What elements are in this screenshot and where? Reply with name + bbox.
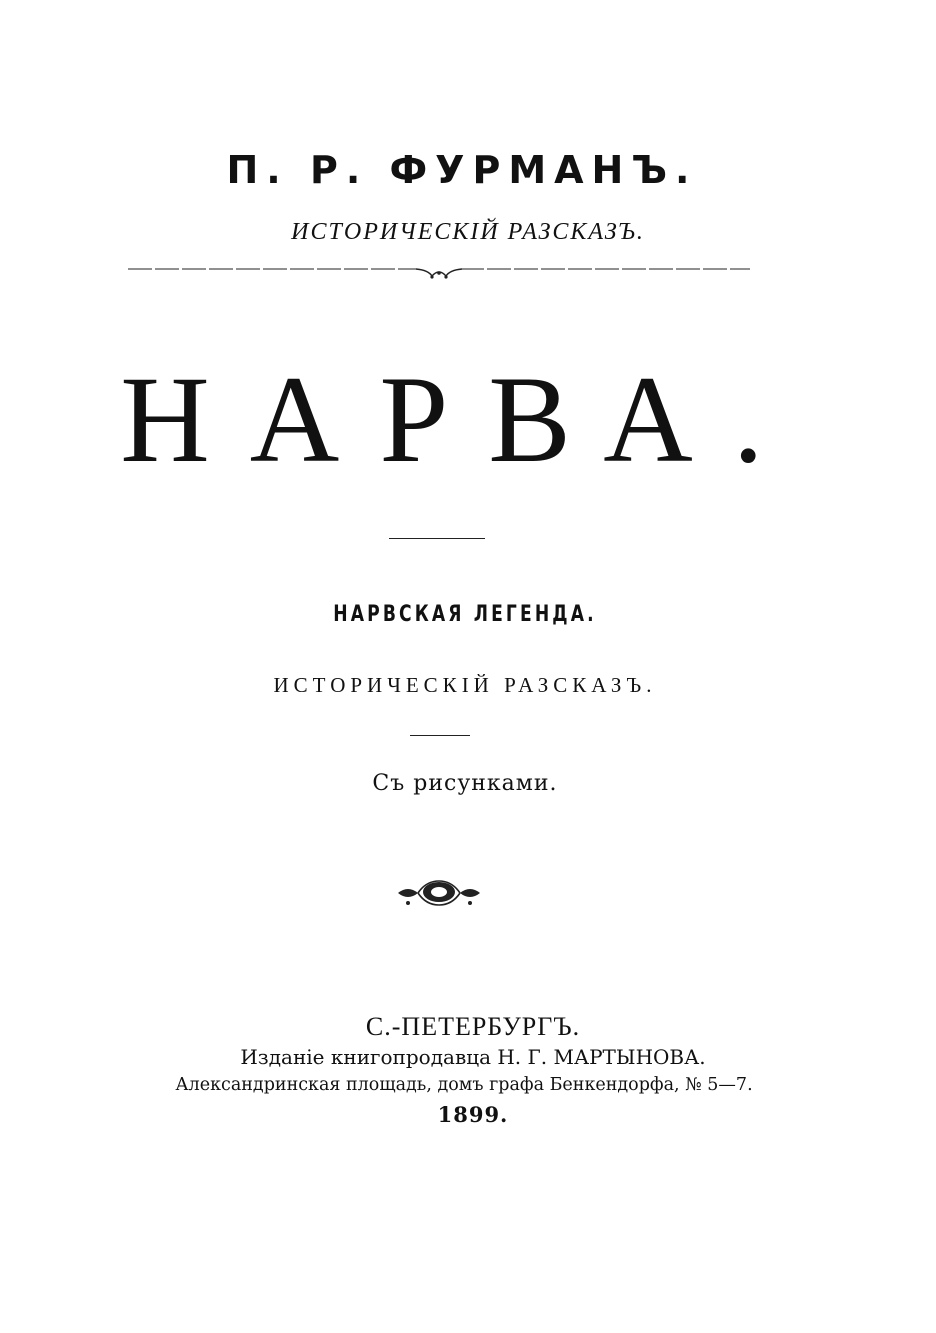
illustrations-note: Съ рисунками. [372,771,558,796]
main-title: НАРВА. [120,351,804,488]
imprint-address: Александринская площадь, домъ графа Бенкендорфа, № 5—7. [175,1075,753,1095]
subtitle-top: ИСТОРИЧЕСКІЙ РАЗСКАЗЪ. [291,219,645,245]
short-divider [389,538,485,539]
imprint-city: С.-ПЕТЕРБУРГЪ. [365,1012,581,1041]
imprint-year: 1899. [437,1102,509,1127]
author-name: П. Р. ФУРМАНЪ. [226,148,698,192]
legend-heading: НАРВСКАЯ ЛЕГЕНДА. [333,602,597,627]
subtitle-mid: ИСТОРИЧЕСКІЙ РАЗСКАЗЪ. [273,673,657,697]
imprint-publisher: Изданіе книгопродавца Н. Г. МАРТЫНОВА. [240,1045,706,1069]
ornamental-rule-icon [128,262,750,282]
floral-vignette-icon [396,876,482,910]
small-divider [410,735,470,736]
